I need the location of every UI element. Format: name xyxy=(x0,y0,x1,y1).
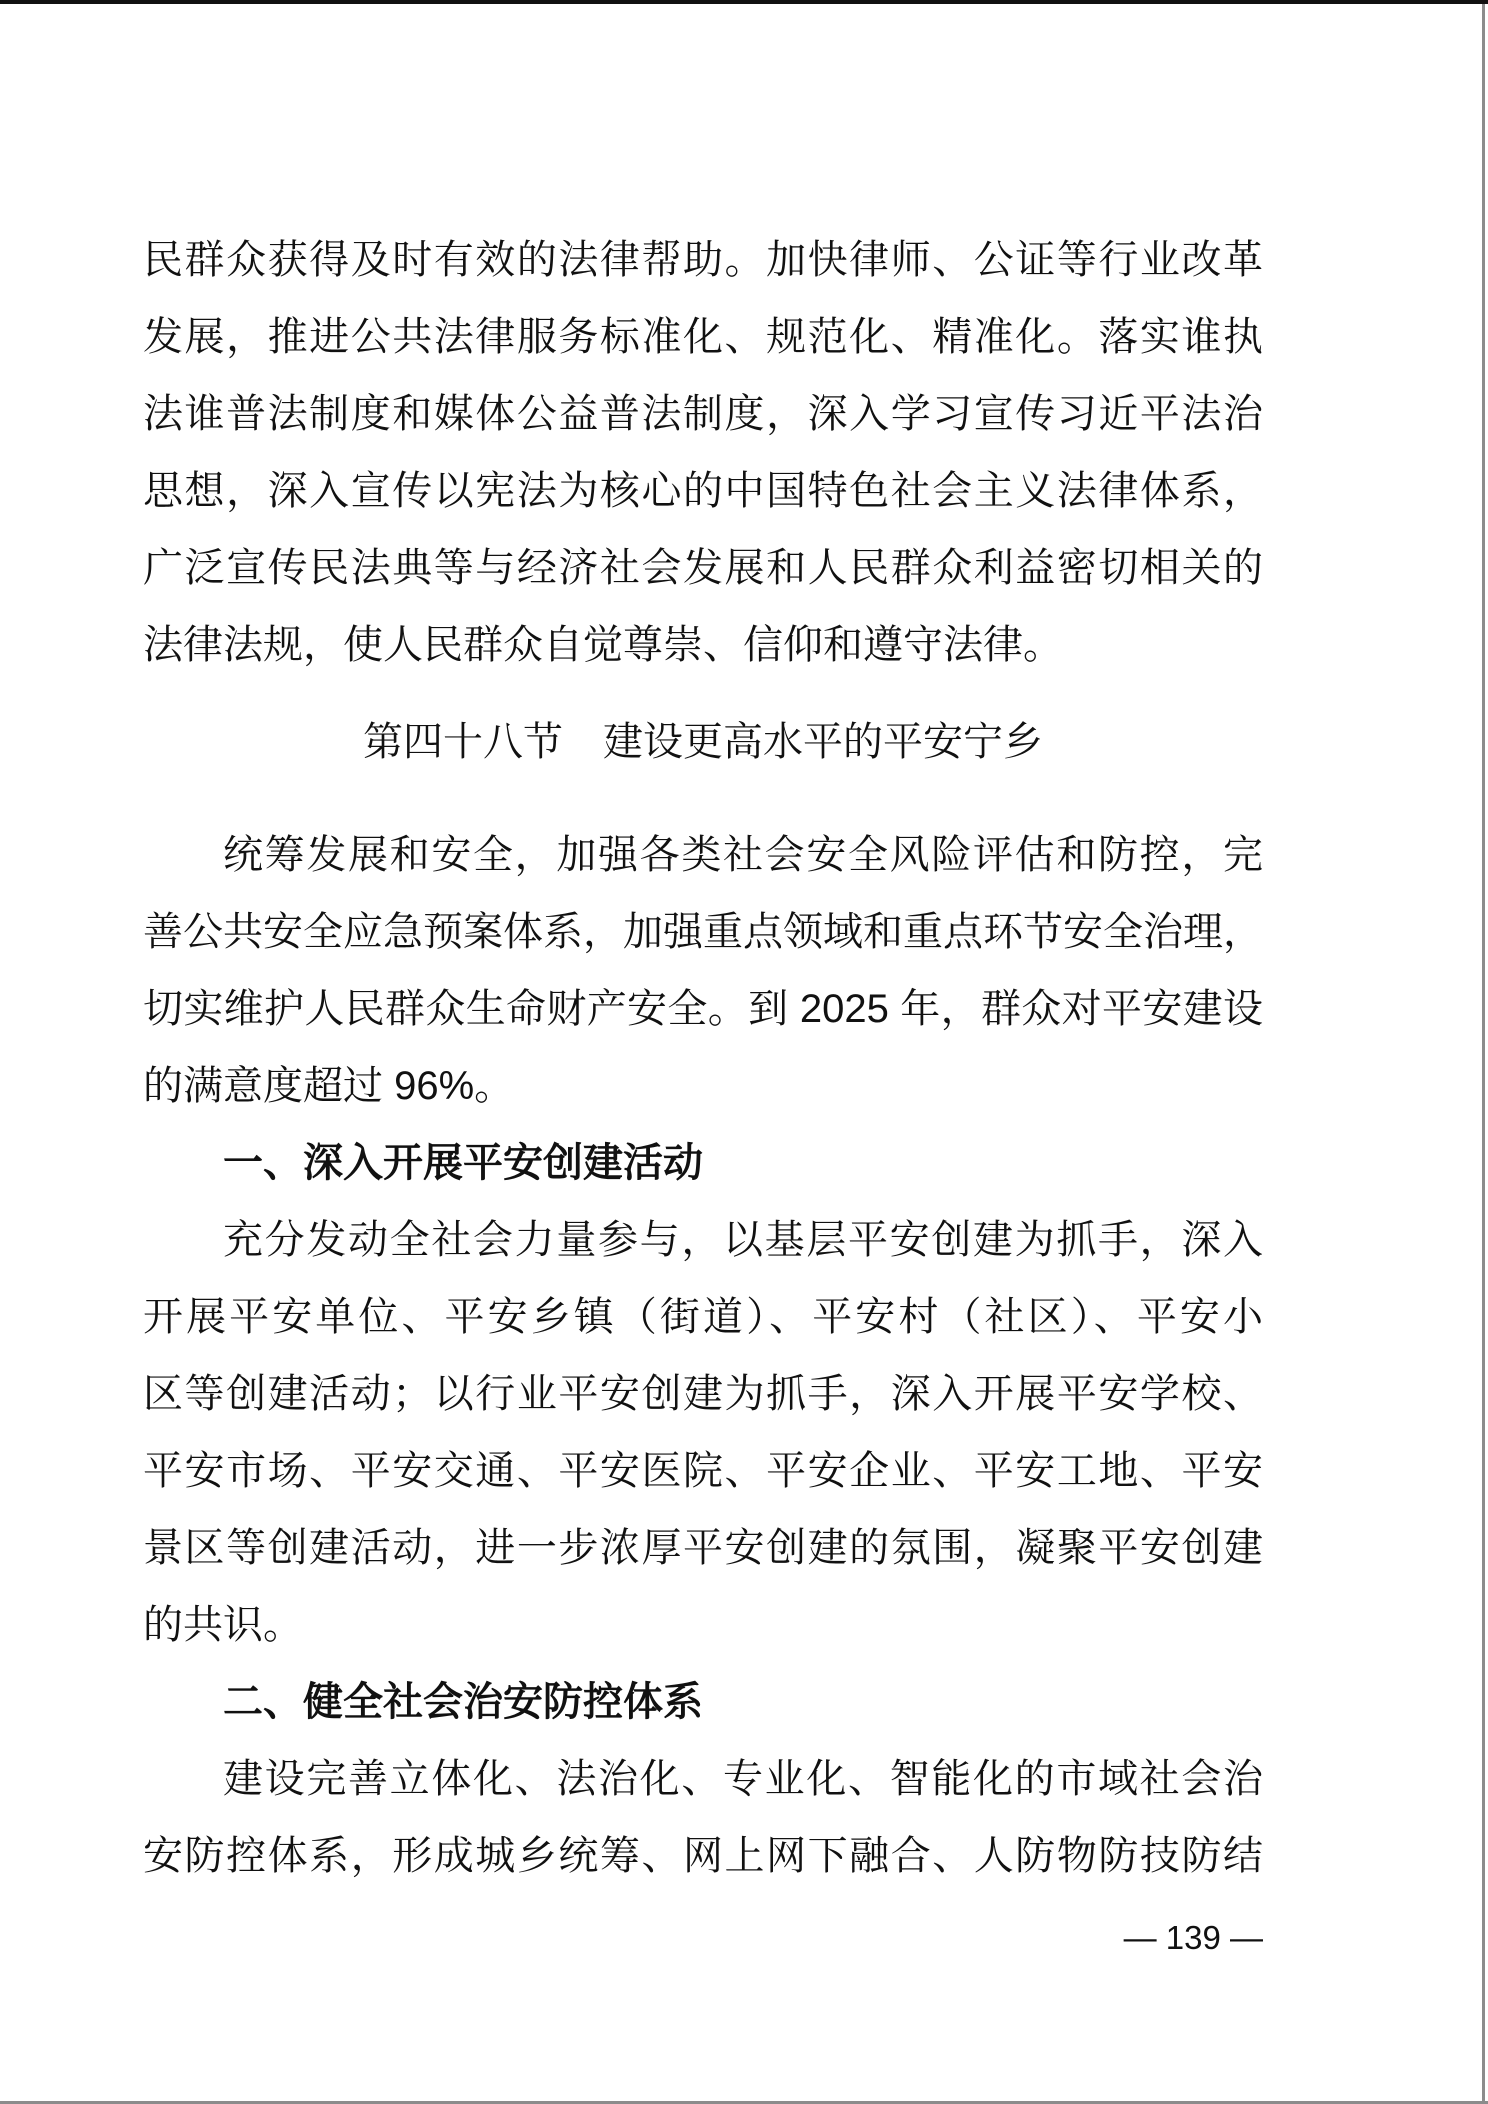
section-heading: 第四十八节 建设更高水平的平安宁乡 xyxy=(363,720,1043,764)
text-line: 民群众获得及时有效的法律帮助。加快律师、公证等行业改革 xyxy=(143,238,1263,282)
paragraph xyxy=(143,1741,1263,1895)
text-line: 景区等创建活动，进一步浓厚平安创建的氛围，凝聚平安创建 xyxy=(143,1526,1263,1570)
text-line: 开展平安单位、平安乡镇（街道）、平安村（社区）、平安小 xyxy=(143,1295,1263,1339)
text-line: 充分发动全社会力量参与，以基层平安创建为抓手，深入 xyxy=(223,1218,1263,1262)
numbered-subheading: 一、深入开展平安创建活动 xyxy=(223,1141,703,1185)
text-line: 的共识。 xyxy=(143,1603,303,1647)
paragraph xyxy=(143,1202,1263,1664)
text-line: 安防控体系，形成城乡统筹、网上网下融合、人防物防技防结 xyxy=(143,1834,1263,1878)
page-number: — 139 — xyxy=(1123,1919,1263,1956)
page-right-edge-line xyxy=(1482,4,1485,2104)
paragraph xyxy=(143,222,1263,684)
text-line: 切实维护人民群众生命财产安全。到 2025 年，群众对平安建设 xyxy=(143,987,1263,1031)
text-line: 统筹发展和安全，加强各类社会安全风险评估和防控，完 xyxy=(223,833,1263,877)
page-content xyxy=(143,222,1263,1895)
text-line: 法谁普法制度和媒体公益普法制度，深入学习宣传习近平法治 xyxy=(143,392,1263,436)
text-line: 善公共安全应急预案体系，加强重点领域和重点环节安全治理， xyxy=(143,910,1263,954)
text-line: 思想，深入宣传以宪法为核心的中国特色社会主义法律体系， xyxy=(143,469,1263,513)
text-line: 广泛宣传民法典等与经济社会发展和人民群众利益密切相关的 xyxy=(143,546,1263,590)
numbered-subheading: 二、健全社会治安防控体系 xyxy=(223,1680,703,1724)
text-line: 法律法规，使人民群众自觉尊崇、信仰和遵守法律。 xyxy=(143,623,1063,667)
text-line: 的满意度超过 96%。 xyxy=(143,1064,515,1108)
text-line: 建设完善立体化、法治化、专业化、智能化的市域社会治 xyxy=(223,1757,1263,1801)
text-line: 区等创建活动；以行业平安创建为抓手，深入开展平安学校、 xyxy=(143,1372,1263,1416)
paragraph xyxy=(143,817,1263,1125)
text-line: 发展，推进公共法律服务标准化、规范化、精准化。落实谁执 xyxy=(143,315,1263,359)
page-top-edge-line xyxy=(0,0,1488,4)
text-line: 平安市场、平安交通、平安医院、平安企业、平安工地、平安 xyxy=(143,1449,1263,1493)
